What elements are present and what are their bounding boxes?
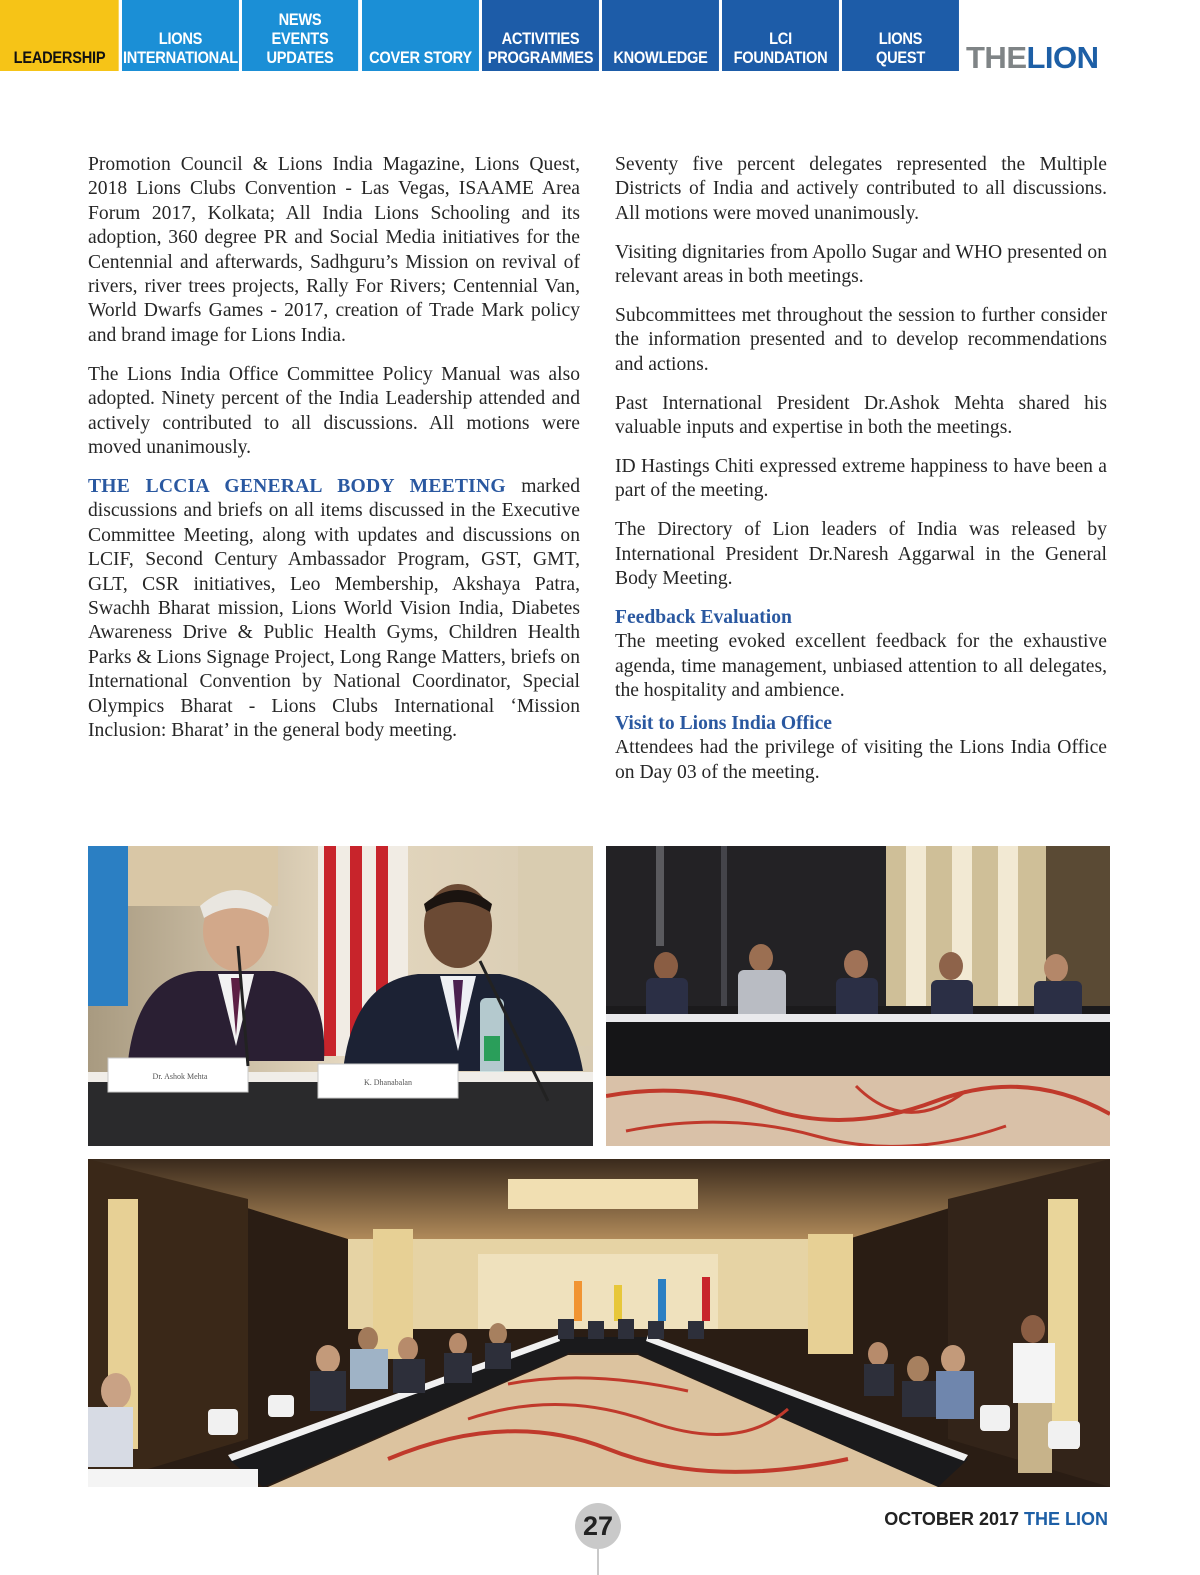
nav-tab-label: KNOWLEDGE <box>613 48 708 67</box>
nav-tab[interactable] <box>242 0 358 71</box>
visit-section <box>615 712 1107 785</box>
issue-date: OCTOBER 2017 <box>884 1509 1019 1529</box>
nav-tab-label: NEWS <box>278 10 322 29</box>
photo-conference-hall <box>88 1159 1110 1487</box>
nav-tab[interactable] <box>722 0 839 71</box>
paragraph: Visiting dignitaries from Apollo Sugar and WHO presented on relevant areas in both meetings. <box>615 241 1107 288</box>
highlight-lead: THE LCCIA GENERAL BODY MEETING <box>88 475 506 497</box>
paragraph: Promotion Council & Lions India Magazine, Lions Quest, 2018 Lions Clubs Convention - Las Vegas, ISAAME Area Forum 2017, Kolkata; All India Lions Schooling and its adoption, 360 degree PR and Social Media initiatives for the Centennial and afterwards, Sadhguru’s Mission on revival of rivers, river trees projects, Rally For Rivers; Centennial Van, World Dwarfs Games - 2017, creation of Trade Mark policy and brand image for Lions India. <box>88 154 580 346</box>
right-column <box>615 153 1107 800</box>
footer-issue <box>884 1509 1108 1530</box>
nav-tab-label: LCI <box>769 29 792 48</box>
nav-tab-label: INTERNATIONAL <box>123 48 238 67</box>
photo-two-officials <box>88 846 593 1146</box>
left-column <box>88 153 580 758</box>
page-number-stem <box>597 1549 599 1575</box>
logo-name: LION <box>1026 40 1099 75</box>
nav-tab-label: QUEST <box>875 48 926 67</box>
paragraph: The Lions India Office Committee Policy Manual was also adopted. Ninety percent of the India Leadership attended and actively contributed to all discussions. All motions were moved unanimously. <box>88 363 580 458</box>
nav-tab-label: LEADERSHIP <box>13 48 106 67</box>
feedback-section <box>615 606 1107 703</box>
paragraph: The Directory of Lion leaders of India was released by International President Dr.Naresh Aggarwal in the General Body Meeting. <box>615 519 1107 590</box>
nav-tab[interactable] <box>842 0 959 71</box>
nav-tab[interactable] <box>122 0 239 71</box>
paragraph <box>88 475 580 743</box>
nav-tab[interactable] <box>362 0 479 71</box>
page-number: 27 <box>575 1503 621 1549</box>
nav-tab-label: EVENTS <box>271 29 329 48</box>
top-navigation <box>0 0 1200 75</box>
section-heading: Visit to Lions India Office <box>615 713 832 735</box>
paragraph: Past International President Dr.Ashok Mehta shared his valuable inputs and expertise in both the meetings. <box>615 392 1107 439</box>
nav-tab-label: FOUNDATION <box>733 48 828 67</box>
nav-tab[interactable] <box>602 0 719 71</box>
nav-tab-label: UPDATES <box>266 48 334 67</box>
nav-tab-label: COVER STORY <box>369 48 472 67</box>
photo-head-table <box>606 846 1110 1146</box>
logo-prefix: THE <box>966 40 1027 75</box>
paragraph: Seventy five percent delegates represented the Multiple Districts of India and actively contributed to all discussions. All motions were moved unanimously. <box>615 154 1107 224</box>
magazine-logo <box>966 40 1099 76</box>
paragraph: Subcommittees met throughout the session to further consider the information presented and to develop recommendations and actions. <box>615 305 1107 375</box>
paragraph-text: marked discussions and briefs on all items discussed in the Executive Committee Meeting, along with updates and discussions on LCIF, Second Century Ambassador Program, GST, GMT, GLT, CSR initiatives, Leo Membership, Akshaya Patra, Swachh Bharat mission, Lions World Vision India, Diabetes Awareness Drive & Public Health Gyms, Children Health Parks & Lions Signage Project, Long Range Matters, briefs on International Convention by National Coordinator, Special Olympics Bharat - Lions Clubs International ‘Mission Inclusion: Bharat’ in the general body meeting. <box>88 475 580 741</box>
paragraph-text: Attendees had the privilege of visiting the Lions India Office on Day 03 of the meeting. <box>615 737 1107 783</box>
paragraph-text: The meeting evoked excellent feedback for the exhaustive agenda, time management, unbiased attention to all delegates, the hospitality and ambience. <box>615 631 1107 701</box>
paragraph: ID Hastings Chiti expressed extreme happiness to have been a part of the meeting. <box>615 456 1107 502</box>
footer-brand: THE LION <box>1024 1509 1108 1529</box>
nav-tab[interactable] <box>482 0 599 71</box>
nav-tab-label: ACTIVITIES <box>501 29 580 48</box>
section-heading: Feedback Evaluation <box>615 607 792 629</box>
nav-tab[interactable] <box>0 0 119 71</box>
nav-tab-label: LIONS <box>158 29 203 48</box>
nameplate-text: K. Dhanabalan <box>364 1078 412 1087</box>
nav-tab-label: LIONS <box>878 29 923 48</box>
nav-tab-label: PROGRAMMES <box>487 48 594 67</box>
nameplate-text: Dr. Ashok Mehta <box>152 1072 208 1081</box>
